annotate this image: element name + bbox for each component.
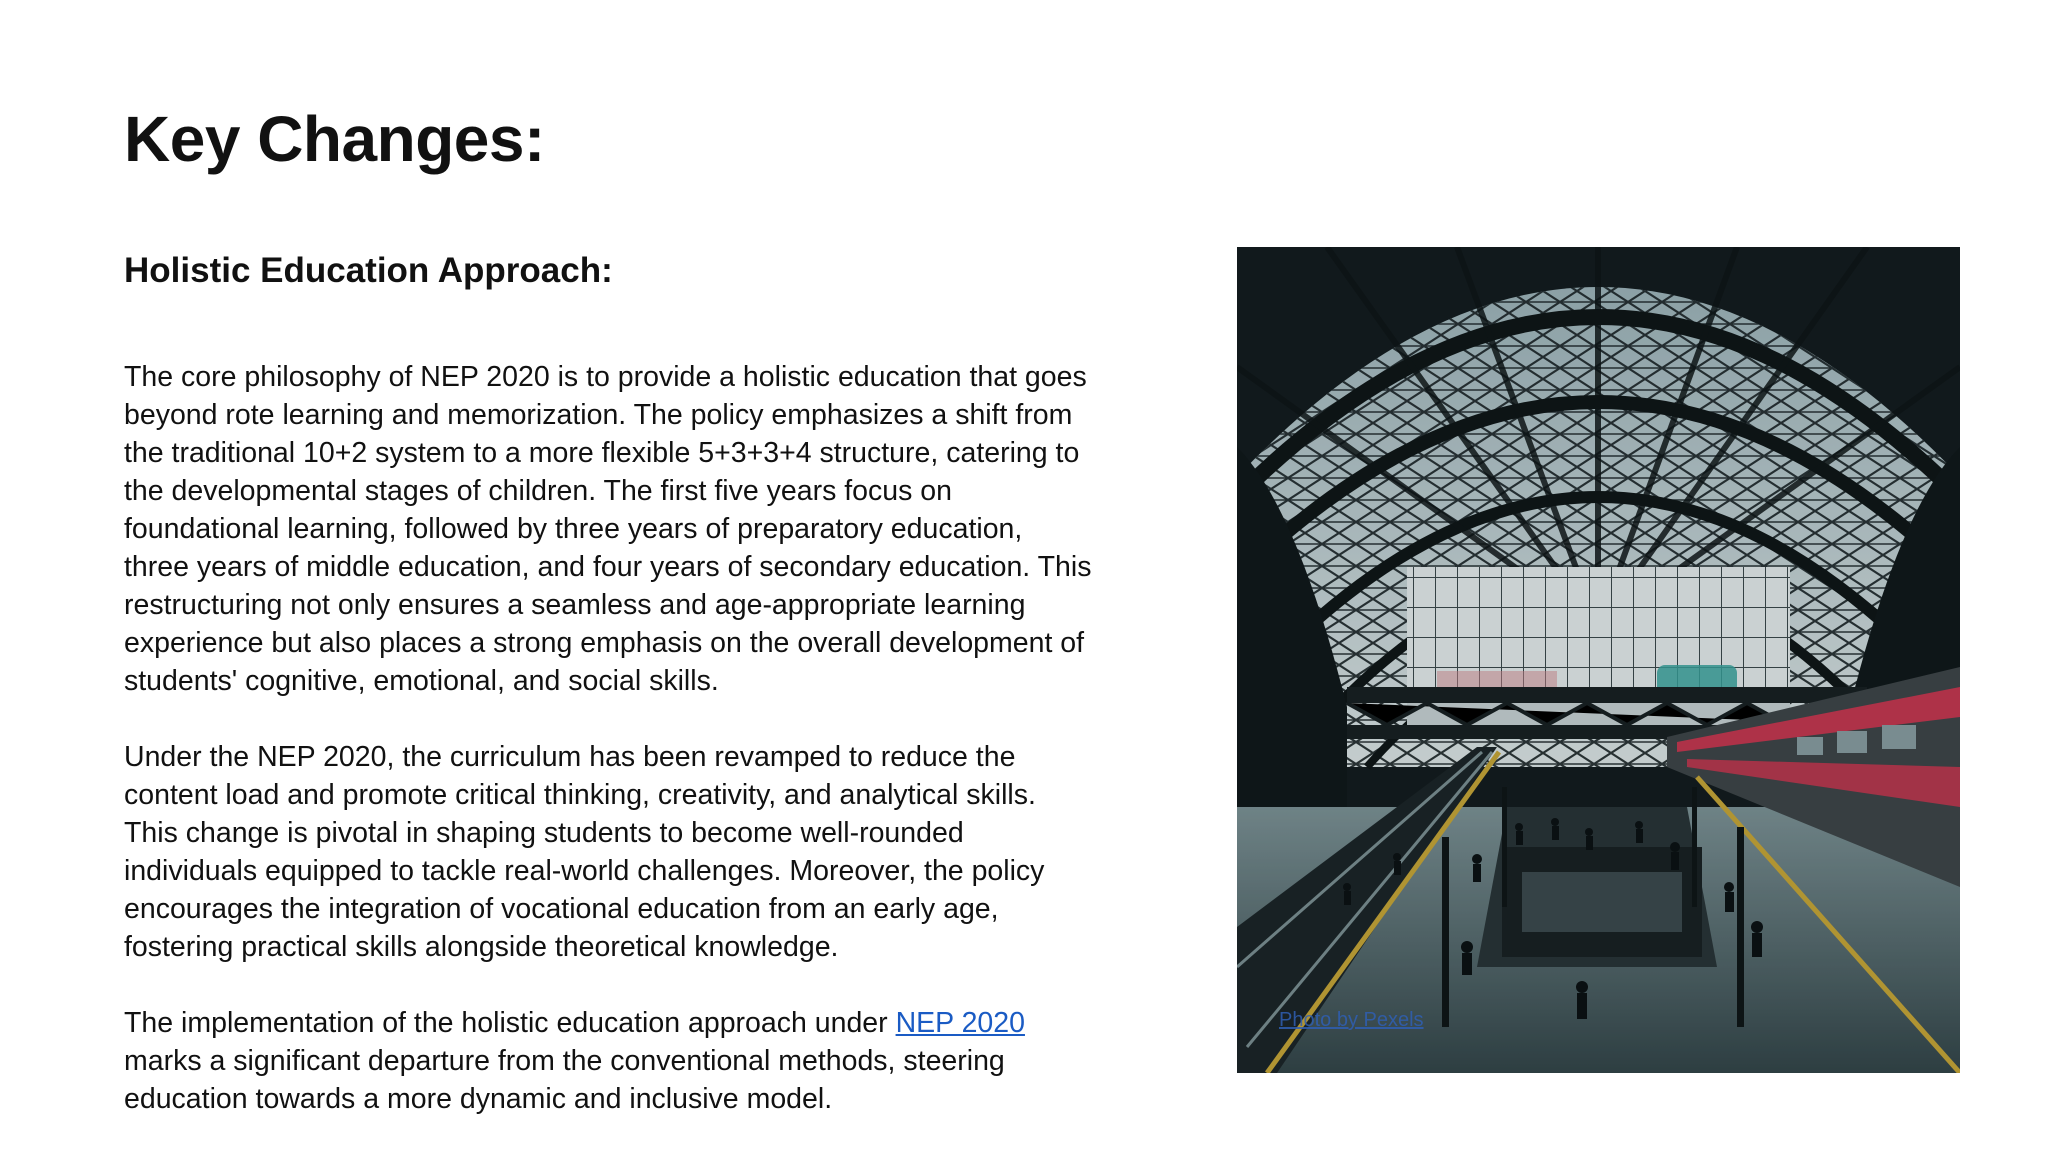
station-photo-illustration	[1237, 247, 1960, 1073]
station-photo	[1237, 247, 1960, 1073]
closing-line-1	[124, 1004, 1124, 1042]
closing-line-1-text: The implementation of the holistic education approach under	[124, 1007, 896, 1039]
paragraph-1-line: experience but also places a strong emphasis on the overall development of	[124, 627, 1085, 659]
paragraph-2-line: encourages the integration of vocational education from an early age,	[124, 893, 999, 925]
paragraph-1-line: beyond rote learning and memorization. The policy emphasizes a shift from	[124, 399, 1073, 431]
paragraph-2-line: individuals equipped to tackle real-world challenges. Moreover, the policy	[124, 855, 1045, 887]
paragraph-2-line: fostering practical skills alongside theoretical knowledge.	[124, 931, 839, 963]
paragraph-2-line: This change is pivotal in shaping students to become well-rounded	[124, 817, 964, 849]
paragraph-1-line: foundational learning, followed by three years of preparatory education,	[124, 513, 1023, 545]
paragraph-1-line: the developmental stages of children. The first five years focus on	[124, 475, 953, 507]
slide-title: Key Changes:	[124, 103, 545, 175]
paragraph-2-line: content load and promote critical thinking, creativity, and analytical skills.	[124, 779, 1036, 811]
paragraph-1-line: students' cognitive, emotional, and social skills.	[124, 665, 719, 697]
paragraph-1-line: three years of middle education, and four years of secondary education. This	[124, 551, 1092, 583]
photo-credit-link[interactable]: Photo by Pexels	[1279, 1009, 1424, 1031]
body-text	[124, 358, 1124, 1118]
paragraph-1-line: the traditional 10+2 system to a more flexible 5+3+3+4 structure, catering to	[124, 437, 1080, 469]
nep-2020-link[interactable]: NEP 2020	[895, 1007, 1025, 1039]
closing-line-2: marks a significant departure from the conventional methods, steering	[124, 1045, 1005, 1077]
paragraph-1-line: restructuring not only ensures a seamless and age-appropriate learning	[124, 589, 1026, 621]
paragraph-gap	[124, 700, 1124, 738]
paragraph-gap	[124, 966, 1124, 1004]
paragraph-2-line: Under the NEP 2020, the curriculum has been revamped to reduce the	[124, 741, 1016, 773]
paragraph-1-line: The core philosophy of NEP 2020 is to provide a holistic education that goes	[124, 361, 1087, 393]
closing-line-3: education towards a more dynamic and inclusive model.	[124, 1083, 833, 1115]
section-heading: Holistic Education Approach:	[124, 251, 613, 290]
